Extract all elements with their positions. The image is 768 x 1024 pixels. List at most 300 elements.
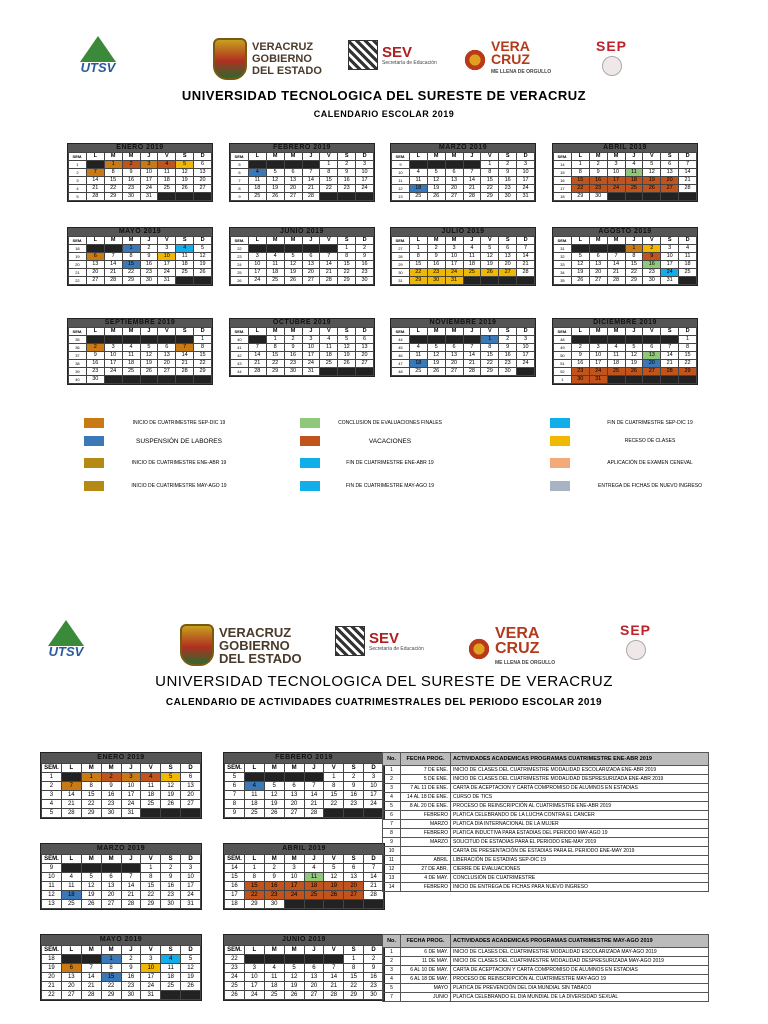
calendar-day: 4: [320, 336, 338, 344]
weekday-header: S: [338, 237, 356, 245]
activity-date: FEBRERO: [401, 883, 451, 892]
activity-number: 2: [383, 775, 401, 784]
calendar-day: 18: [266, 269, 284, 277]
weekday-header: J: [140, 153, 158, 161]
calendar-day: 13: [304, 973, 324, 982]
calendar-day: 14: [86, 177, 104, 185]
calendar-day: 27: [589, 277, 607, 285]
calendar-day: 5: [81, 873, 101, 882]
calendar-day: 23: [86, 368, 104, 376]
calendar-day: 11: [176, 253, 194, 261]
calendar-day: 7: [302, 169, 320, 177]
calendar-day: 14: [61, 791, 81, 800]
week-number: 25: [225, 982, 245, 991]
calendar-day: 23: [571, 368, 589, 376]
calendar-day: 17: [607, 177, 625, 185]
calendar-day: [101, 864, 121, 873]
calendar-day: 18: [320, 352, 338, 360]
calendar-day: 1: [409, 245, 427, 253]
calendar-day: 2: [499, 336, 517, 344]
calendar-day: 29: [344, 991, 364, 1000]
calendar-day: 22: [122, 269, 140, 277]
calendar-day: 13: [445, 177, 463, 185]
calendar-day: 9: [427, 253, 445, 261]
calendar-day: 30: [589, 193, 607, 201]
week-number: 15: [225, 873, 245, 882]
week-number: 10: [42, 873, 62, 882]
calendar-day: 22: [625, 269, 643, 277]
calendar-day: 8: [122, 253, 140, 261]
month-calendar: [67, 227, 213, 286]
calendar-day: 10: [661, 253, 679, 261]
calendar-day: [176, 336, 194, 344]
weekday-header: L: [571, 153, 589, 161]
table-row: [383, 775, 709, 784]
legend-item: [300, 481, 445, 491]
calendar-day: 23: [140, 269, 158, 277]
weekday-header: M: [266, 153, 284, 161]
calendar-day: 14: [320, 261, 338, 269]
calendar-day: 3: [158, 245, 176, 253]
calendar-day: 5: [194, 245, 212, 253]
calendar-day: 22: [344, 982, 364, 991]
calendar-day: 6: [304, 964, 324, 973]
week-number: 51: [554, 360, 572, 368]
calendar-day: 14: [121, 882, 141, 891]
calendar-day: 10: [244, 973, 264, 982]
calendar-day: 3: [140, 161, 158, 169]
calendar-day: 5: [481, 245, 499, 253]
calendar-day: 20: [101, 891, 121, 900]
calendar-day: 9: [338, 169, 356, 177]
calendar-day: 11: [248, 177, 266, 185]
calendar-day: [320, 368, 338, 376]
calendar-day: 14: [104, 261, 122, 269]
calendar-day: [266, 245, 284, 253]
calendar-day: 9: [643, 253, 661, 261]
weekday-header: SEM.: [69, 153, 87, 161]
calendar-day: 18: [161, 973, 181, 982]
calendar-day: 6: [344, 864, 364, 873]
activity-number: 4: [383, 793, 401, 802]
calendar-day: 19: [481, 261, 499, 269]
calendar-day: [161, 991, 181, 1000]
calendar-day: 28: [517, 269, 535, 277]
calendar-day: 29: [266, 368, 284, 376]
calendar-day: 21: [304, 800, 324, 809]
calendar-day: 17: [302, 352, 320, 360]
month-calendar: [229, 143, 375, 202]
calendar-day: 26: [427, 368, 445, 376]
calendar-day: 6: [61, 964, 81, 973]
calendar-day: 13: [344, 873, 364, 882]
week-number: 26: [225, 991, 245, 1000]
activity-description: INICIO DE CLASES DEL CUATRIMESTRE MODALIDAD DESPRESURIZADA ENE-ABR 2019: [451, 775, 709, 784]
calendar-day: 16: [284, 352, 302, 360]
calendar-day: [121, 864, 141, 873]
month-title: MAYO 2019: [41, 935, 201, 945]
calendar-day: 29: [194, 368, 212, 376]
calendar-day: [625, 336, 643, 344]
calendar-day: 17: [181, 882, 201, 891]
calendar-day: 6: [643, 344, 661, 352]
calendar-day: 2: [122, 161, 140, 169]
vera-cruz-logo: VERA CRUZ ME LLENA DE ORGULLO: [466, 626, 555, 671]
calendar-day: 23: [364, 982, 384, 991]
weekday-header: L: [86, 237, 104, 245]
calendar-day: 17: [248, 269, 266, 277]
calendar-day: 15: [679, 352, 697, 360]
calendar-day: 6: [302, 253, 320, 261]
calendar-day: 4: [176, 245, 194, 253]
week-number: 31: [554, 245, 572, 253]
weekday-header: M: [264, 855, 284, 864]
calendar-day: [304, 773, 324, 782]
week-number: 18: [69, 245, 87, 253]
calendar-day: 7: [661, 344, 679, 352]
calendar-day: 16: [344, 791, 364, 800]
calendar-day: [661, 336, 679, 344]
calendar-day: 20: [445, 360, 463, 368]
calendar-day: 31: [158, 277, 176, 285]
calendar-day: [104, 336, 122, 344]
calendar-day: 17: [517, 352, 535, 360]
calendar-day: 4: [122, 344, 140, 352]
weekday-header: M: [445, 328, 463, 336]
calendar-day: 21: [517, 261, 535, 269]
calendar-day: 10: [356, 169, 374, 177]
calendar-day: 3: [141, 955, 161, 964]
calendar-day: 7: [324, 964, 344, 973]
calendar-day: 7: [121, 873, 141, 882]
calendar-day: 24: [302, 360, 320, 368]
calendar-day: 31: [445, 277, 463, 285]
calendar-day: 13: [158, 352, 176, 360]
weekday-header: L: [248, 328, 266, 336]
legend-item: [550, 436, 715, 446]
calendar-day: 4: [607, 344, 625, 352]
calendar-day: 26: [161, 800, 181, 809]
calendar-day: [338, 193, 356, 201]
month-calendar: [223, 843, 385, 910]
calendar-day: 17: [589, 360, 607, 368]
calendar-day: 19: [140, 360, 158, 368]
calendar-day: 26: [140, 368, 158, 376]
month-title: MARZO 2019: [391, 144, 535, 152]
activity-description: PLATICA CELEBRANDO DE LA LUCHA CONTRA EL CANCER: [451, 811, 709, 820]
calendar-day: 23: [122, 185, 140, 193]
calendar-day: [176, 277, 194, 285]
month-calendar: [390, 143, 536, 202]
calendar-day: [161, 809, 181, 818]
calendar-day: 28: [176, 368, 194, 376]
calendar-day: 26: [176, 185, 194, 193]
calendar-day: 11: [679, 253, 697, 261]
legend-label: INICIO DE CUATRIMESTRE SEP-DIC 19: [132, 420, 226, 426]
calendar-day: 31: [141, 991, 161, 1000]
weekday-header: SEM.: [69, 237, 87, 245]
calendar-day: 8: [344, 964, 364, 973]
calendar-day: 12: [161, 782, 181, 791]
weekday-header: J: [140, 328, 158, 336]
weekday-header: M: [81, 764, 101, 773]
calendar-day: 4: [264, 964, 284, 973]
calendar-day: 26: [81, 900, 101, 909]
calendar-day: 12: [481, 253, 499, 261]
weekday-header: S: [344, 855, 364, 864]
calendar-day: 2: [499, 161, 517, 169]
calendar-day: 11: [607, 352, 625, 360]
weekday-header: M: [81, 855, 101, 864]
calendar-day: 25: [244, 809, 264, 818]
calendar-day: 14: [324, 973, 344, 982]
weekday-header: M: [266, 328, 284, 336]
table-row: [383, 847, 709, 856]
activity-description: INICIO DE ENTREGA DE FICHAS PARA NUEVO INGRESO: [451, 883, 709, 892]
calendar-day: 11: [161, 964, 181, 973]
week-number: 19: [42, 964, 62, 973]
activities-header-cell: ACTIVIDADES ACADEMICAS PROGRAMAS CUATRIMESTRE ENE-ABR 2019: [451, 753, 709, 766]
calendar-day: 25: [679, 269, 697, 277]
weekday-header: V: [158, 237, 176, 245]
activity-date: 6 AL 10 DE MAY.: [401, 966, 451, 975]
calendar-day: 18: [141, 791, 161, 800]
calendar-day: 21: [121, 891, 141, 900]
calendar-day: 20: [284, 800, 304, 809]
calendar-day: 17: [356, 177, 374, 185]
calendar-day: 15: [320, 177, 338, 185]
calendar-day: 8: [324, 782, 344, 791]
calendar-day: 22: [104, 185, 122, 193]
weekday-header: SEM.: [225, 764, 245, 773]
calendar-day: 20: [304, 982, 324, 991]
calendar-day: 13: [445, 352, 463, 360]
weekday-header: M: [284, 946, 304, 955]
calendar-day: 11: [320, 344, 338, 352]
calendar-day: 20: [194, 177, 212, 185]
weekday-header: L: [86, 153, 104, 161]
calendar-day: 17: [445, 261, 463, 269]
calendar-day: 19: [161, 791, 181, 800]
calendar-day: 13: [86, 261, 104, 269]
weekday-header: D: [679, 237, 697, 245]
calendar-day: 22: [324, 800, 344, 809]
weekday-header: D: [181, 946, 201, 955]
calendar-day: 1: [679, 336, 697, 344]
calendar-day: 2: [344, 773, 364, 782]
legend-label: VACACIONES: [368, 437, 412, 445]
table-row: [383, 802, 709, 811]
week-number: 2: [69, 169, 87, 177]
calendar-day: [427, 336, 445, 344]
calendar-day: 9: [284, 344, 302, 352]
calendar-day: 28: [86, 193, 104, 201]
calendar-day: [181, 991, 201, 1000]
week-number: 52: [554, 368, 572, 376]
calendar-day: [364, 809, 384, 818]
calendar-day: 17: [141, 973, 161, 982]
weekday-header: D: [194, 328, 212, 336]
calendar-day: [481, 277, 499, 285]
calendar-day: 21: [661, 360, 679, 368]
weekday-header: M: [101, 764, 121, 773]
calendar-day: 8: [338, 253, 356, 261]
calendar-day: 19: [427, 360, 445, 368]
calendar-day: 6: [499, 245, 517, 253]
weekday-header: M: [445, 237, 463, 245]
table-row: [383, 784, 709, 793]
week-number: 2: [42, 782, 62, 791]
legend-swatch: [300, 458, 320, 468]
calendar-day: 7: [463, 344, 481, 352]
weekday-header: S: [499, 237, 517, 245]
activity-number: 2: [383, 957, 401, 966]
calendar-day: 29: [122, 277, 140, 285]
calendar-day: 27: [499, 269, 517, 277]
calendar-day: 22: [101, 982, 121, 991]
calendar-day: [264, 773, 284, 782]
calendar-day: 10: [364, 782, 384, 791]
calendar-day: 2: [427, 245, 445, 253]
calendar-day: 20: [302, 269, 320, 277]
calendar-day: 4: [679, 245, 697, 253]
calendar-day: 15: [571, 177, 589, 185]
calendar-day: 27: [181, 800, 201, 809]
calendar-day: 5: [266, 169, 284, 177]
table-row: [383, 957, 709, 966]
calendar-day: 3: [356, 161, 374, 169]
calendar-day: 24: [445, 269, 463, 277]
page-title-2: UNIVERSIDAD TECNOLOGICA DEL SURESTE DE VERACRUZ: [155, 673, 613, 690]
calendar-day: 16: [122, 177, 140, 185]
legend-label: FIN DE CUATRIMESTRE MAY-AGO 19: [346, 483, 434, 489]
calendar-day: 12: [427, 177, 445, 185]
calendar-day: 27: [194, 185, 212, 193]
calendar-day: 27: [445, 368, 463, 376]
activity-number: 7: [383, 820, 401, 829]
weekday-header: J: [304, 855, 324, 864]
week-number: 13: [42, 900, 62, 909]
calendar-day: 1: [338, 245, 356, 253]
week-number: 18: [554, 193, 572, 201]
weekday-header: M: [264, 946, 284, 955]
calendar-day: [344, 900, 364, 909]
calendar-day: 8: [481, 169, 499, 177]
weekday-header: M: [104, 237, 122, 245]
calendar-day: [661, 193, 679, 201]
calendar-day: 6: [445, 344, 463, 352]
month-title: ABRIL 2019: [224, 844, 384, 854]
calendar-day: 9: [161, 873, 181, 882]
calendar-day: [122, 376, 140, 384]
week-number: 10: [392, 169, 410, 177]
week-number: 22: [231, 245, 249, 253]
activity-date: JUNIO: [401, 993, 451, 1002]
calendar-day: 30: [122, 193, 140, 201]
calendar-day: 14: [517, 253, 535, 261]
calendar-day: 24: [284, 891, 304, 900]
month-calendar: [552, 143, 698, 202]
calendar-day: 17: [140, 177, 158, 185]
calendar-day: 10: [121, 782, 141, 791]
calendar-day: 9: [364, 964, 384, 973]
calendar-day: 10: [104, 352, 122, 360]
month-title: OCTUBRE 2019: [230, 319, 374, 327]
calendar-day: [81, 864, 101, 873]
legend-swatch: [550, 436, 570, 446]
month-calendar: [223, 934, 385, 1001]
calendar-day: 22: [194, 360, 212, 368]
calendar-day: 1: [104, 161, 122, 169]
calendar-day: 6: [101, 873, 121, 882]
sev-logo: SEV Secretaría de Educación: [348, 40, 437, 70]
calendar-day: 24: [607, 185, 625, 193]
activity-number: 5: [383, 984, 401, 993]
calendar-day: 4: [266, 253, 284, 261]
calendar-day: [194, 193, 212, 201]
calendar-day: [194, 376, 212, 384]
weekday-header: J: [302, 153, 320, 161]
calendar-day: 19: [571, 269, 589, 277]
week-number: 44: [392, 336, 410, 344]
week-number: 7: [231, 177, 249, 185]
calendar-day: 4: [463, 245, 481, 253]
calendar-day: 8: [625, 253, 643, 261]
calendar-day: 19: [181, 973, 201, 982]
weekday-header: M: [589, 328, 607, 336]
calendar-day: 9: [264, 873, 284, 882]
calendar-day: 28: [121, 900, 141, 909]
weekday-header: S: [344, 764, 364, 773]
weekday-header: J: [121, 855, 141, 864]
calendar-day: 20: [181, 791, 201, 800]
weekday-header: L: [86, 328, 104, 336]
calendar-day: 7: [86, 169, 104, 177]
calendar-day: 13: [101, 882, 121, 891]
calendar-day: [643, 336, 661, 344]
weekday-header: M: [589, 153, 607, 161]
weekday-header: S: [499, 153, 517, 161]
calendar-day: [284, 245, 302, 253]
week-number: 38: [69, 360, 87, 368]
month-title: MARZO 2019: [41, 844, 201, 854]
weekday-header: M: [284, 328, 302, 336]
weekday-header: V: [158, 328, 176, 336]
calendar-day: 28: [463, 368, 481, 376]
activity-description: PLATICA CELEBRANDO EL DIA MUNDIAL DE LA DIVERSIDAD SEXUAL: [451, 993, 709, 1002]
calendar-day: 7: [304, 782, 324, 791]
calendar-day: [302, 161, 320, 169]
calendar-day: [607, 376, 625, 384]
calendar-day: 5: [264, 782, 284, 791]
calendar-day: [463, 277, 481, 285]
table-row: [383, 829, 709, 838]
weekday-header: M: [122, 237, 140, 245]
calendar-day: 25: [176, 269, 194, 277]
calendar-day: 2: [364, 955, 384, 964]
weekday-header: J: [304, 764, 324, 773]
legend-label: ENTREGA DE FICHAS DE NUEVO INGRESO: [598, 483, 702, 489]
weekday-header: D: [679, 328, 697, 336]
sev-logo: SEV Secretaría de Educación: [335, 626, 424, 656]
activity-number: 3: [383, 784, 401, 793]
calendar-day: 1: [266, 336, 284, 344]
calendar-day: 26: [194, 269, 212, 277]
calendar-day: 24: [158, 269, 176, 277]
calendar-day: 16: [571, 360, 589, 368]
calendar-day: 11: [625, 169, 643, 177]
weekday-header: J: [625, 153, 643, 161]
